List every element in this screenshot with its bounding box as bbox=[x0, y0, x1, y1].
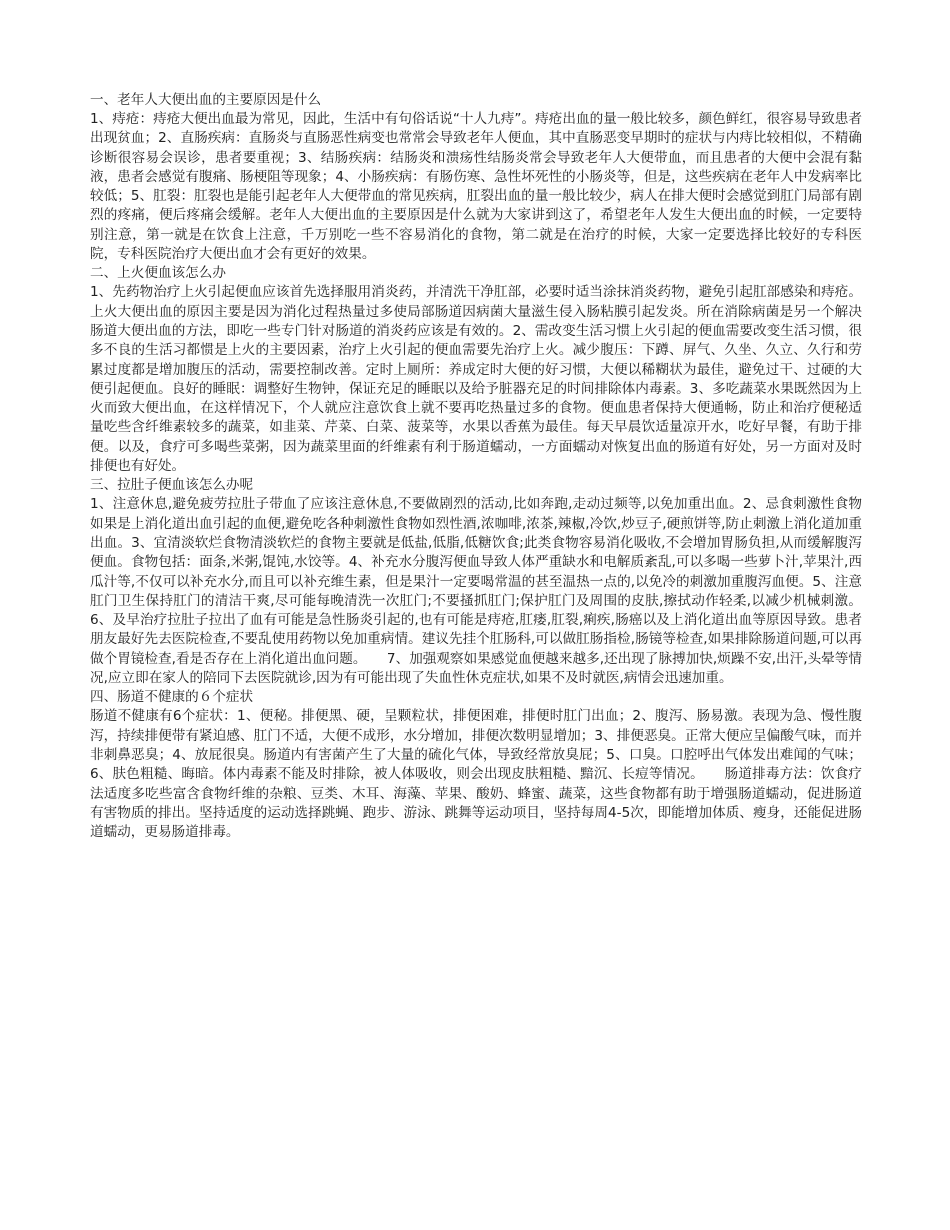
document-body bbox=[90, 91, 862, 842]
section-4-heading: 四、肠道不健康的６个症状 bbox=[90, 689, 254, 706]
section-1-heading: 一、老年人大便出血的主要原因是什么 bbox=[90, 92, 322, 108]
section-2-paragraph: 1、先药物治疗上火引起便血应该首先选择服用消炎药，并清洗干净肛部，必要时适当涂抹消炎药物，避免引起肛部感染和痔疮。上火大便出血的原因主要是因为消化过程热量过多使局部肠道因病菌大量滋生侵入肠粘膜引起发炎。所在消除病菌是另一个解决肠道大便出血的方法，即吃一些专门针对肠道的消炎药应该是有效的。2、需改变生活习惯上火引起的便血需要改变生活习惯，很多不良的生活习都惯是上火的主要因素，治疗上火引起的便血需要先治疗上火。减少腹压：下蹲、屏气、久坐、久立、久行和劳累过度都是增加腹压的活动，需要控制改善。定时上厕所：养成定时大便的好习惯，大便以稀糊状为最佳，避免过干、过硬的大便引起便血。良好的睡眠：调整好生物钟，保证充足的睡眠以及给予脏器充足的时间排除体内毒素。3、多吃蔬菜水果既然因为上火而致大便出血，在这样情况下，个人就应注意饮食上就不要再吃热量过多的食物。便血患者保持大便通畅，防止和治疗便秘适量吃些含纤维素较多的蔬菜，如韭菜、芹菜、白菜、菠菜等，水果以香蕉为最佳。每天早晨饮适量凉开水，吃好早餐，有助于排便。以及，食疗可多喝些菜粥，因为蔬菜里面的纤维素有利于肠道蠕动，一方面蠕动对恢复出血的肠道有好处，另一方面对及时排便也有好处。 bbox=[90, 284, 862, 475]
section-1-paragraph: 1、痔疮：痔疮大便出血最为常见，因此，生活中有句俗话说“十人九痔”。痔疮出血的量一般比较多，颜色鲜红，很容易导致患者出现贫血；2、直肠疾病：直肠炎与直肠恶性病变也常常会导致老年人便血，其中直肠恶变早期时的症状与内痔比较相似，不精确诊断很容易会误诊，患者要重视；3、结肠疾病：结肠炎和溃疡性结肠炎常会导致老年人大便带血，而且患者的大便中会混有黏液，患者会感觉有腹痛、肠梗阻等现象；4、小肠疾病：有肠伤寒、急性坏死性的小肠炎等，但是，这些疾病在老年人中发病率比较低；5、肛裂：肛裂也是能引起老年人大便带血的常见疾病，肛裂出血的量一般比较少，病人在排大便时会感觉到肛门局部有剧烈的疼痛，便后疼痛会缓解。老年人大便出血的主要原因是什么就为大家讲到这了，希望老年人发生大便出血的时候，一定要特别注意，第一就是在饮食上注意，千万别吃一些不容易消化的食物，第二就是在治疗的时候，大家一定要选择比较好的专科医院，专科医院治疗大便出血才会有更好的效果。 bbox=[90, 111, 862, 263]
section-2-heading: 二、上火便血该怎么办 bbox=[90, 265, 226, 282]
section-3-paragraph: 1、注意休息,避免疲劳拉肚子带血了应该注意休息,不要做剧烈的活动,比如奔跑,走动过频等,以免加重出血。2、忌食刺激性食物如果是上消化道出血引起的血便,避免吃各种刺激性食物如烈性酒,浓咖啡,浓茶,辣椒,冷饮,炒豆子,硬煎饼等,防止刺激上消化道加重出血。3、宜清淡软烂食物清淡软烂的食物主要就是低盐,低脂,低糖饮食;此类食物容易消化吸收,不会增加胃肠负担,从而缓解腹泻便血。食物包括：面条,米粥,馄饨,水饺等。4、补充水分腹泻便血导致人体严重缺水和电解质紊乱,可以多喝一些萝卜汁,苹果汁,西瓜汁等,不仅可以补充水分,而且可以补充维生素，但是果汁一定要喝常温的甚至温热一点的,以免冷的刺激加重腹泻血便。5、注意肛门卫生保持肛门的清洁干爽,尽可能每晚清洗一次肛门;不要搔抓肛门;保护肛门及周围的皮肤,擦拭动作轻柔,以减少机械刺激。6、及早治疗拉肚子拉出了血有可能是急性肠炎引起的,也有可能是痔疮,肛瘘,肛裂,痢疾,肠癌以及上消化道出血等原因导致。患者朋友最好先去医院检查,不要乱使用药物以免加重病情。建议先挂个肛肠科,可以做肛肠指检,肠镜等检查,如果排除肠道问题,可以再做个胃镜检查,看是否存在上消化道出血问题。 7、加强观察如果感觉血便越来越多,还出现了脉搏加快,烦躁不安,出汗,头晕等情况,应立即在家人的陪同下去医院就诊,因为有可能出现了失血性休克症状,如果不及时就医,病情会迅速加重。 bbox=[90, 496, 862, 687]
section-3-heading: 三、拉肚子便血该怎么办呢 bbox=[90, 477, 254, 494]
section-4-paragraph: 肠道不健康有6个症状：1、便秘。排便黑、硬，呈颗粒状，排便困难，排便时肛门出血；2、腹泻、肠易激。表现为急、慢性腹泻，持续排便带有紧迫感、肛门不适，大便不成形，水分增加，排便次数明显增加；3、排便恶臭。正常大便应呈偏酸气味，而并非刺鼻恶臭；4、放屁很臭。肠道内有害菌产生了大量的硫化气体，导致经常放臭屁；5、口臭。口腔呼出气体发出难闻的气味；6、肤色粗糙、晦暗。体内毒素不能及时排除，被人体吸收，则会出现皮肤粗糙、黯沉、长痘等情况。 肠道排毒方法：饮食疗法适度多吃些富含食物纤维的杂粮、豆类、木耳、海藻、苹果、酸奶、蜂蜜、蔬菜，这些食物都有助于增强肠道蠕动，促进肠道有害物质的排出。坚持适度的运动选择跳蝇、跑步、游泳、跳舞等运动项目，坚持每周4-5次，即能增加体质、瘦身，还能促进肠道蠕动，更易肠道排毒。 bbox=[90, 708, 862, 841]
